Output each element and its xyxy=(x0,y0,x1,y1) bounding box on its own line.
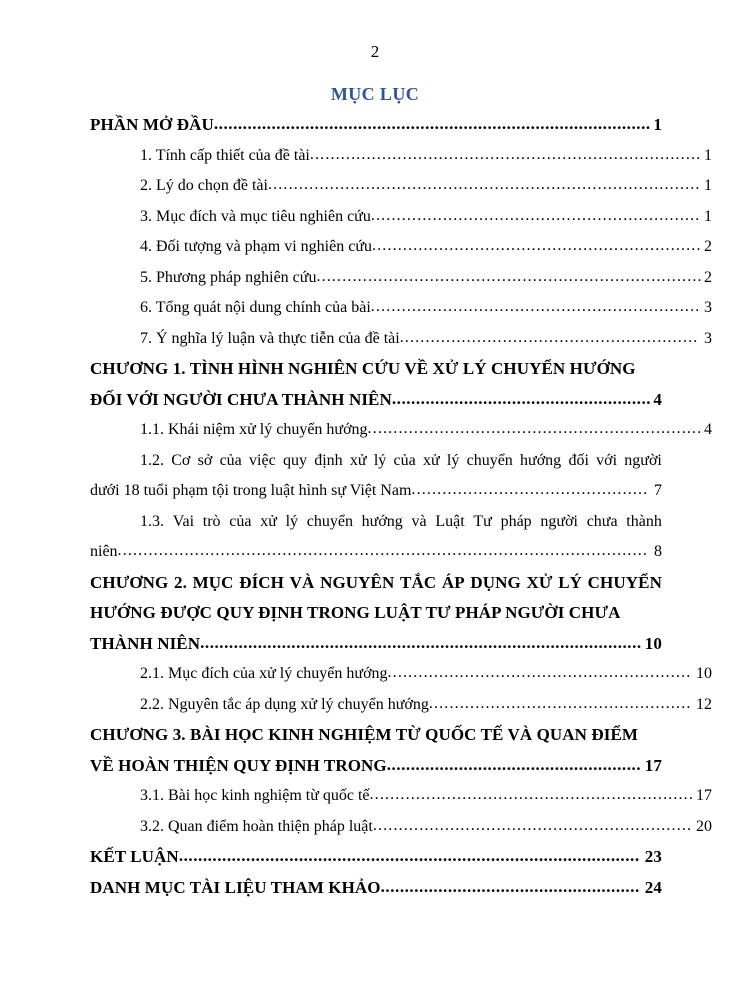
toc-entry[interactable] xyxy=(90,415,712,446)
toc-entry[interactable] xyxy=(90,659,712,690)
toc-entry-page-number: 12 xyxy=(696,695,712,713)
toc-entry[interactable] xyxy=(90,141,712,172)
toc-dot-leader: ........................................................... xyxy=(387,664,692,681)
toc-dot-leader: ........................................................................... xyxy=(316,267,703,285)
toc-entry-label: 1.1. Khái niệm xử lý chuyển hướng xyxy=(140,421,368,438)
toc-entry-page-number: 4 xyxy=(653,389,662,409)
toc-entry-page-number: 3 xyxy=(704,329,712,347)
toc-dot-leader: ...................................................... xyxy=(380,876,640,896)
toc-entry[interactable] xyxy=(90,720,662,781)
toc-entry-page-number: 1 xyxy=(704,207,712,225)
page-title: MỤC LỤC xyxy=(330,84,420,104)
toc-dot-leader: ............................................................................................ xyxy=(200,632,642,652)
toc-entry-label: 2.1. Mục đích của xử lý chuyển hướng xyxy=(140,665,388,682)
toc-entry-label: 2.2. Nguyên tắc áp dụng xử lý chuyển hướng xyxy=(140,695,429,713)
toc-entry-label: 3. Mục đích và mục tiêu nghiên cứu xyxy=(140,207,371,225)
toc-entry-page-number: 1 xyxy=(704,177,712,194)
toc-entry-wrapped-line: CHƯƠNG 2. MỤC ĐÍCH VÀ NGUYÊN TẮC ÁP DỤNG XỬ LÝ CHUYỂN xyxy=(90,572,662,592)
toc-entry-label: 1. Tính cấp thiết của đề tài xyxy=(140,146,310,164)
toc-dot-leader: ................................................................................................ xyxy=(178,846,640,865)
toc-entry-wrapped-line: CHƯƠNG 1. TÌNH HÌNH NGHIÊN CỨU VỀ XỬ LÝ CHUYỂN HƯỚNG xyxy=(90,359,636,378)
toc-entry[interactable] xyxy=(90,842,662,873)
toc-entry[interactable] xyxy=(90,232,712,263)
toc-entry-page-number: 24 xyxy=(644,877,662,897)
toc-entry-page-number: 20 xyxy=(696,817,712,835)
toc-dot-leader: ................................................................ xyxy=(370,298,701,315)
toc-entry-label: 5. Phương pháp nghiên cứu xyxy=(140,268,317,286)
toc-dot-leader: .......................................................... xyxy=(399,328,699,346)
toc-entry-label: dưới 18 tuổi phạm tội trong luật hình sự Việt Nam xyxy=(90,482,412,499)
toc-entry-label: 3.1. Bài học kinh nghiệm từ quốc tế xyxy=(140,787,370,804)
toc-entry-label: KẾT LUẬN xyxy=(90,847,179,866)
toc-dot-leader: ................................................................ xyxy=(370,206,701,224)
toc-entry-page-number: 10 xyxy=(696,665,712,682)
toc-dot-leader: ................................................... xyxy=(428,694,692,712)
toc-entry-label: ĐỐI VỚI NGƯỜI CHƯA THÀNH NIÊN xyxy=(90,389,392,409)
toc-entry[interactable] xyxy=(90,293,712,324)
toc-entry-wrapped-line: HƯỚNG ĐƯỢC QUY ĐỊNH TRONG LUẬT TƯ PHÁP NGƯỜI CHƯA xyxy=(90,603,621,622)
toc-dot-leader: .............................................. xyxy=(411,481,649,498)
toc-entry-wrapped-line: 1.3. Vai trò của xử lý chuyển hướng và Luật Tư pháp người chưa thành xyxy=(140,512,662,530)
toc-entry[interactable] xyxy=(90,812,712,843)
toc-dot-leader: .............................................................. xyxy=(372,816,693,834)
toc-dot-leader: .................................................................................... xyxy=(267,176,701,193)
toc-entry-page-number: 3 xyxy=(704,299,712,316)
toc-entry[interactable] xyxy=(90,873,662,904)
toc-entry[interactable] xyxy=(90,171,712,202)
toc-entry[interactable] xyxy=(90,354,662,415)
toc-dot-leader: ........................................................................................... xyxy=(213,114,651,133)
toc-entry[interactable] xyxy=(90,263,712,294)
toc-dot-leader: ............................................................... xyxy=(369,786,694,803)
toc-entry[interactable] xyxy=(90,507,662,568)
toc-entry-label: THÀNH NIÊN xyxy=(90,633,201,653)
toc-entry[interactable] xyxy=(90,781,712,812)
toc-entry-label: 7. Ý nghĩa lý luận và thực tiễn của đề tài xyxy=(140,329,400,347)
toc-entry-page-number: 4 xyxy=(704,421,712,438)
page-number: 2 xyxy=(370,42,380,61)
toc-entry-page-number: 17 xyxy=(644,755,662,775)
toc-entry-wrapped-line: 1.2. Cơ sở của việc quy định xử lý của xử lý chuyển hướng đối với người xyxy=(140,451,662,469)
toc-entry-wrapped-line: CHƯƠNG 3. BÀI HỌC KINH NGHIỆM TỪ QUỐC TẾ VÀ QUAN ĐIỂM xyxy=(90,725,639,744)
toc-entry-page-number: 7 xyxy=(654,482,662,499)
toc-entry-label: PHẦN MỞ ĐẦU xyxy=(90,115,214,134)
toc-entry-label: 3.2. Quan điểm hoàn thiện pháp luật xyxy=(140,817,373,835)
toc-entry-page-number: 1 xyxy=(704,146,712,164)
toc-dot-leader: ............................................................................ xyxy=(309,145,702,163)
toc-entry[interactable] xyxy=(90,110,662,141)
toc-entry-page-number: 1 xyxy=(653,115,662,134)
toc-dot-leader: ................................................................. xyxy=(367,420,703,437)
toc-entry-label: DANH MỤC TÀI LIỆU THAM KHẢO xyxy=(90,877,381,897)
toc-entry[interactable] xyxy=(90,324,712,355)
toc-dot-leader: ..................................................... xyxy=(386,754,642,774)
toc-entry-page-number: 8 xyxy=(654,543,662,560)
toc-entry-label: 2. Lý do chọn đề tài xyxy=(140,177,268,194)
toc-entry-page-number: 2 xyxy=(704,238,712,255)
toc-entry-label: 4. Đối tượng và phạm vi nghiên cứu xyxy=(140,238,372,255)
toc-entry-label: 6. Tổng quát nội dung chính của bài xyxy=(140,299,371,316)
toc-entry-page-number: 10 xyxy=(644,633,662,653)
toc-entry[interactable] xyxy=(90,568,662,660)
toc-entry-page-number: 23 xyxy=(644,847,662,866)
toc-dot-leader: ...................................................... xyxy=(391,388,652,408)
toc-dot-leader: ....................................................................................................... xyxy=(117,542,648,559)
toc-entry-page-number: 17 xyxy=(696,787,712,804)
toc-entry[interactable] xyxy=(90,446,662,507)
toc-entry[interactable] xyxy=(90,202,712,233)
toc-entry-label: niên xyxy=(90,543,118,560)
table-of-contents xyxy=(90,110,712,903)
toc-entry-page-number: 2 xyxy=(704,268,712,286)
toc-entry-label: VỀ HOÀN THIỆN QUY ĐỊNH TRONG xyxy=(90,755,387,775)
toc-dot-leader: ................................................................ xyxy=(372,237,702,254)
toc-entry[interactable] xyxy=(90,690,712,721)
